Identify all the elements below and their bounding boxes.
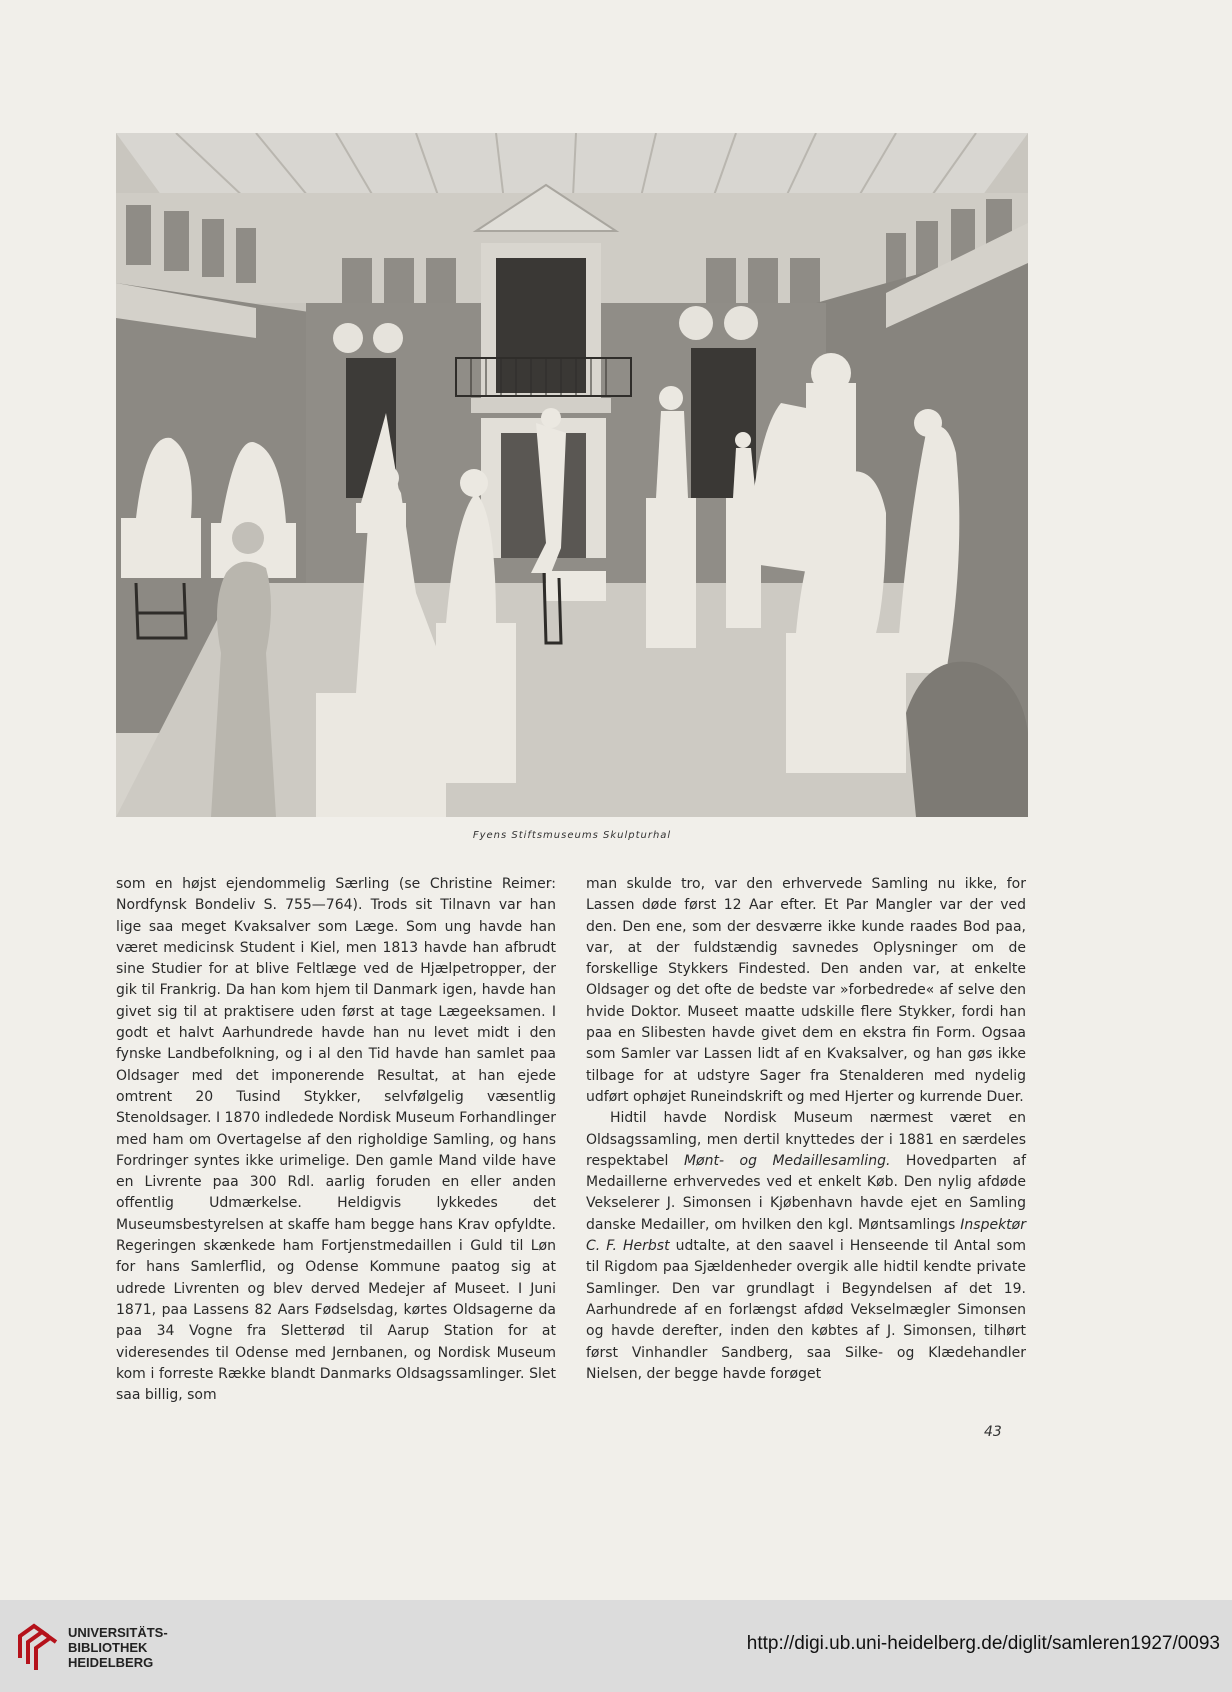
emphasis-text: Mønt- og Medaillesamling. [683,1152,891,1169]
text-span: udtalte, at den saavel i Henseende til Antal som til Rigdom paa Sjældenheder overgik alle hidtil kendte private Samlinger. Den var grundlagt i Begyndelsen af det 19. Aarhundrede af en forlængst afdød Vekselmægler Simonsen og havde derefter, inden den købtes af J. Simonsen, tilhørt først Vinhandler Sandberg, saa Silke- og Klædehandler Nielsen, der begge havde forøget [586,1238,1027,1382]
right-text-column [586,874,1026,1385]
emphasis-text: Inspektør C. F. Herbst [586,1216,1026,1255]
text-span: Hidtil havde Nordisk Museum nærmest været en Oldsagssamling, men dertil knyttedes der i 1881 en særdeles respektabel [586,1110,1026,1169]
sculpture-hall-photo [116,133,1028,817]
digitization-footer [0,1600,1232,1692]
left-text-column [116,874,556,1406]
library-logo-icon[interactable] [14,1618,60,1672]
paragraph [586,1108,1026,1385]
paragraph: man skulde tro, var den erhvervede Samling nu ikke, for Lassen døde først 12 Aar efter. Et Par Mangler var der ved den. Den ene, som der desværre ikke kunde raades Bod paa, var, at der fuldstændig savnedes Oplysninger om de forskellige Stykkers Findested. Den anden var, at enkelte Oldsager og det ofte de bedste var »forbedrede« af selve den hvide Doktor. Museet maatte udskille flere Stykker, fordi han paa en Slibesten havde givet dem en ekstra fin Form. Ogsaa som Samler var Lassen lidt af en Kvaksalver, og han gøs ikke tilbage for at udstyre Sager fra Stenalderen med nydelig udført ophøjet Runeindskrift og med Hjerter og kurrende Duer. [586,876,1026,1105]
source-url-link[interactable]: http://digi.ub.uni-heidelberg.de/diglit/samleren1927/0093 [746,1633,1220,1654]
library-name-line: HEIDELBERG [68,1655,154,1670]
library-name [68,1625,168,1670]
library-name-line: BIBLIOTHEK [68,1640,148,1655]
photo-caption: Fyens Stiftsmuseums Skulpturhal [472,830,672,841]
library-name-line: UNIVERSITÄTS- [68,1625,168,1640]
paragraph: som en højst ejendommelig Særling (se Christine Reimer: Nordfynsk Bondeliv S. 755—764). Trods sit Tilnavn var han lige saa meget Kvaksalver som Læge. Som ung havde han været medicinsk Student i Kiel, men 1813 havde han afbrudt sine Studier for at blive Feltlæge ved de Hjælpetropper, der gik til Frankrig. Da han kom hjem til Danmark igen, havde han givet sig til at praktisere uden først at tage Lægeeksamen. I godt et halvt Aarhundrede havde han nu levet midt i den fynske Landbefolkning, og i al den Tid havde han samlet paa Oldsager med det imponerende Resultat, at han ejede omtrent 20 Tusind Stykker, selvfølgelig væsentlig Stenoldsager. I 1870 indledede Nordisk Museum Forhandlinger med ham om Overtagelse af den righoldige Samling, og hans Fordringer syntes ikke urimelige. Den gamle Mand vilde have en Livrente paa 300 Rdl. aarlig foruden en eller anden offentlig Udmærkelse. Heldigvis lykkedes det Museumsbestyrelsen at skaffe ham begge hans Krav opfyldte. Regeringen skænkede ham Fortjenstmedaillen i Guld til Løn for hans Samlerflid, og Odense Kommune paatog sig at udrede Livrenten og blev derved Medejer af Museet. I Juni 1871, paa Lassens 82 Aars Fødselsdag, kørtes Oldsagerne da paa 34 Vogne fra Sletterød til Aarup Station for at videresendes til Odense med Jernbanen, og Nordisk Museum kom i forreste Række blandt Danmarks Oldsagssamlinger. Slet saa billig, som [116,876,556,1404]
text-span: Hovedparten af Medaillerne erhvervedes ved et enkelt Køb. Den nylig afdøde Vekselerer J. Simonsen i Kjøbenhavn havde ejet en Samling danske Medailler, om hvilken den kgl. Møntsamlings [586,1152,1027,1233]
page-number: 43 [984,1424,1002,1440]
